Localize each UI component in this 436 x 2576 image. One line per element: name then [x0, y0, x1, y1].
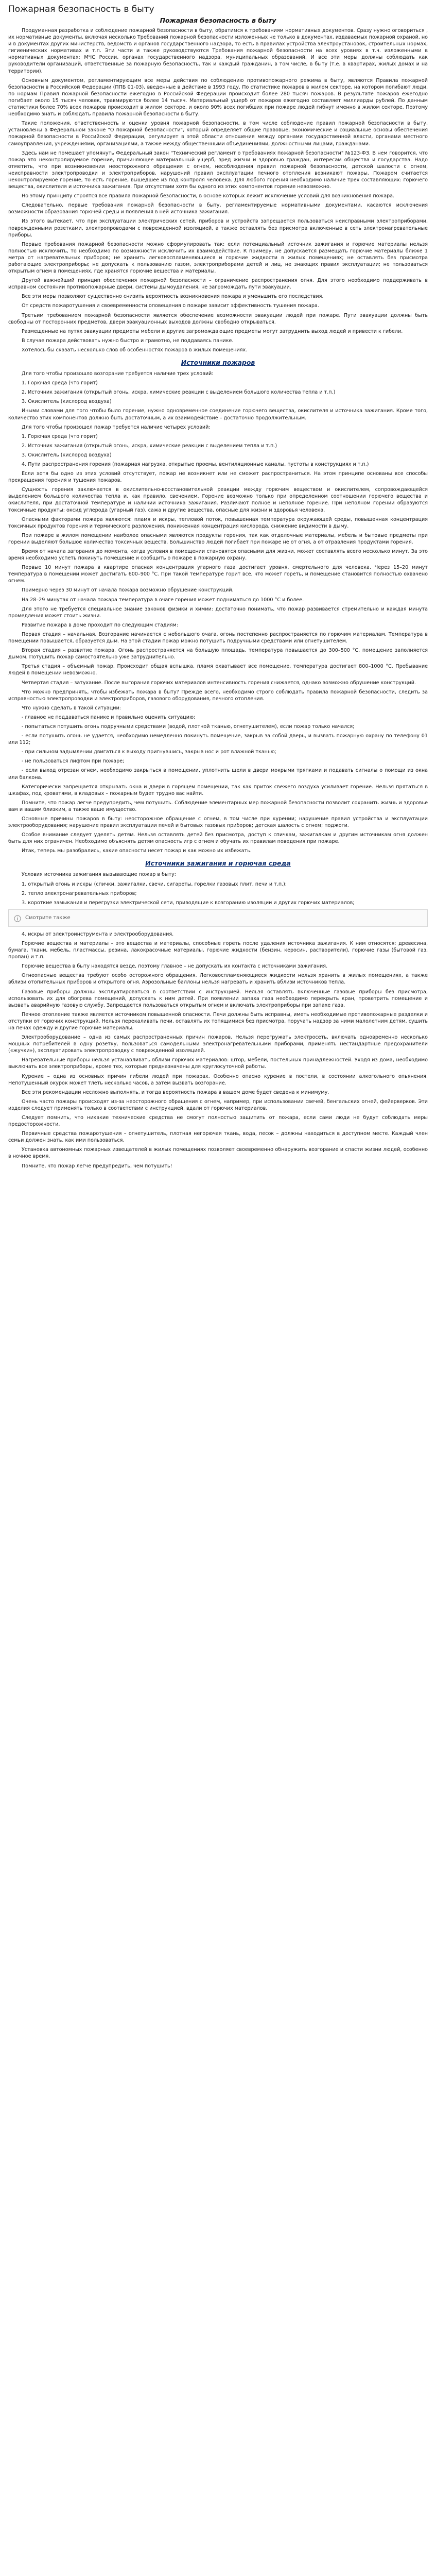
paragraph: Первые требования пожарной безопасности можно сформулировать так: если потенциальный источник зажигания и горючие материалы нельзя полностью исключить, то необходимо по возможности исключить их взаимодействие. К примеру, не допускается размещать горючие материалы ближе 1 метра от нагревательных приборов; не хранить легковоспламеняющиеся и горючие жидкости в жилых помещениях; не оставлять без присмотра работающие электроприборы; не допускать к пользованию газом, электроприборами детей и лиц, не знающих правил эксплуатации; не пользоваться открытым огнем в помещениях, где хранятся горючие вещества и материалы.: [8, 241, 428, 275]
list-item: 3. Окислитель (кислород воздуха): [22, 399, 112, 405]
section-4: [8, 931, 428, 1170]
ad-banner[interactable]: [8, 909, 428, 927]
list-item: 4. Пути распространения горения (пожарная нагрузка, открытые проемы, вентиляционные каналы, пустоты в конструкциях и т.п.): [22, 461, 369, 467]
list-item: - если потушить огонь не удается, необходимо немедленно покинуть помещение, закрыв за собой дверь, и вызвать пожарную охрану по телефону 01 или 112;: [8, 733, 428, 746]
list-item: 2. Источник зажигания (открытый огонь, искра, химические реакции с выделением тепла и т.п.): [22, 443, 277, 449]
paragraph: Основным документом, регламентирующим все меры действия по соблюдению противопожарного режима в быту, являются Правила пожарной безопасности в Российской Федерации (ППБ 01-03), введенные в действие в 1993 году. По статистике пожаров в жилом секторе, на котором погибают люди, по нормам Правил пожарной безопасности ежегодно в Российской Федерации происходит более 280 тысяч пожаров. В результате пожаров ежегодно погибает около 15 тысяч человек, травмируются более 14 тысяч. Материальный ущерб от пожаров ежегодно составляет миллиарды рублей. По данным статистики более 70% всех пожаров происходит в жилом секторе, и около 90% всех погибших при пожаре людей гибнут именно в жилом секторе. Поэтому необходимо знать и соблюдать правила пожарной безопасности в быту.: [8, 77, 428, 117]
page-title: Пожарная безопасность в быту: [8, 4, 154, 14]
paragraph: Третьим требованием пожарной безопасности является обеспечение возможности эвакуации людей при пожаре. Пути эвакуации должны быть свободны от посторонних предметов, двери эвакуационных выходов должны свободно открываться.: [8, 312, 428, 325]
paragraph: Продуманная разработка и соблюдение пожарной безопасности в быту, обратимся к требованиям нормативных документов. Сразу нужно оговориться , их нормативные документы, включая несколько Требований пожарной безопасности изложенных не только в документах, издаваемых пожарной охраной, но и в документах других министерств, ведомств и органов государственного надзора, то есть в правилах устройства электроустановок, строительных нормах, гигиенических нормативах и т.п. Эти части и также руководствуются Требования пожарной безопасности на всех уровнях в т.ч. изложенными в нормативных документах: МЧС России, органах государственного надзора, муниципальных образований. И все эти меры должны соблюдать как руководители организаций, ответственные за пожарную безопасность, так и каждый гражданин, в том числе, в быту (т.е. в квартирах, жилых домах и на территории).: [8, 28, 428, 74]
paragraph: Примерно через 30 минут от начала пожара возможно обрушение конструкций.: [22, 587, 234, 594]
paragraph: Следовательно, первые требования пожарной безопасности в быту, регламентируемые нормативными документами, касаются исключения возможности образования горючей среды и появления в ней источника зажигания.: [8, 202, 428, 215]
paragraph: Развитие пожара в доме проходит по следующим стадиям:: [22, 622, 179, 628]
list-item: 3. короткие замыкания и перегрузки электрической сети, приводящие к возгоранию изоляции и других горючих материалов;: [22, 900, 355, 906]
list-item: 4. искры от электроинструмента и электрооборудования.: [22, 931, 174, 937]
paragraph: Помните, что пожар легче предупредить, чем потушить!: [22, 1163, 172, 1169]
paragraph: Для того чтобы произошел пожар требуется наличие четырех условий:: [22, 424, 211, 430]
paragraph: Если хотя бы одно из этих условий отсутствует, пожар не возникнет или не сможет распространиться. На этом принципе основаны все способы прекращения горения и тушения пожаров.: [8, 471, 428, 484]
list-item: - при сильном задымлении двигаться к выходу пригнувшись, закрыв нос и рот влажной тканью;: [22, 749, 276, 755]
paragraph: Горючие вещества в быту находятся везде, поэтому главное – не допускать их контакта с источниками зажигания.: [22, 963, 328, 970]
paragraph: Нагревательные приборы нельзя устанавливать вблизи горючих материалов: штор, мебели, постельных принадлежностей. Уходя из дома, необходимо выключать все электроприборы, кроме тех, которые предназначены для круглосуточной работы.: [8, 1057, 428, 1070]
section-3: [8, 871, 428, 906]
paragraph: Хотелось бы сказать несколько слов об особенностях пожаров в жилых помещениях.: [22, 347, 248, 353]
paragraph: От средств пожаротушения и своевременности оповещения о пожаре зависит эффективность тушения пожара.: [22, 303, 319, 309]
list-item: 2. Источник зажигания (открытый огонь, искра, химические реакции с выделением большого количества тепла и т.п.): [22, 389, 336, 396]
paragraph: Первичные средства пожаротушения – огнетушитель, плотная негорючая ткань, вода, песок – должны находиться в доступном месте. Каждый член семьи должен знать, как ими пользоваться.: [8, 1131, 428, 1144]
info-icon: [14, 914, 21, 922]
paragraph: Здесь нам не помешает упомянуть Федеральный закон "Технический регламент о требованиях пожарной безопасности" №123-ФЗ. В нем говорится, что пожар это неконтролируемое горение, причиняющее материальный ущерб, вред жизни и здоровью граждан, интересам общества и государства. Надо отметить, что при возникновении неосторожного обращения с огнем, несоблюдения правил пожарной безопасности, детской шалости с огнем, неисправности электропроводки и электроприборов, нарушений правил эксплуатации печного отопления возникают пожары. Пожаром считается неконтролируемое горение, то есть горение, вышедшее из под контроля человека. Для любого горения необходимо наличие трех составляющих: горючего вещества, окислителя и источника зажигания. При отсутствии хотя бы одного из этих компонентов горение невозможно.: [8, 150, 428, 190]
paragraph: Печное отопление также является источником повышенной опасности. Печи должны быть исправны, иметь необходимые противопожарные разделки и отступки от горючих конструкций. Нельзя перекаливать печи, оставлять их топящимися без присмотра, поручать надзор за ними малолетним детям, сушить на печах одежду и другие горючие материалы.: [8, 1011, 428, 1031]
section-2: [8, 370, 428, 854]
ad-label: Смотрите также: [25, 915, 71, 921]
list-item: 1. открытый огонь и искры (спички, зажигалки, свечи, сигареты, горелки газовых плит, печи и т.п.);: [22, 881, 287, 887]
paragraph: Газовые приборы должны эксплуатироваться в соответствии с инструкцией. Нельзя оставлять включенные газовые приборы без присмотра, использовать их для обогрева помещений, допускать к ним детей. При появлении запаха газа необходимо перекрыть кран, проветрить помещение и вызвать аварийную газовую службу. Запрещается пользоваться открытым огнем и включать электроприборы при запахе газа.: [8, 989, 428, 1008]
paragraph: Электрооборудование – одна из самых распространенных причин пожаров. Нельзя перегружать электросеть, включать одновременно несколько мощных потребителей в одну розетку, пользоваться самодельными электронагревательными приборами, применять нестандартные предохранители («жучки»), эксплуатировать электропроводку с поврежденной изоляцией.: [8, 1035, 428, 1054]
paragraph: Первые 10 минут пожара в квартире опасная концентрация угарного газа достигает уровня, смертельного для человека. Через 15–20 минут температура в помещении может достигать 600–900 °С. При такой температуре горит все, что может гореть, и помещение становится полностью охвачено огнем.: [8, 565, 428, 584]
paragraph: Курение – одна из основных причин гибели людей при пожарах. Особенно опасно курение в постели, в состоянии алкогольного опьянения. Непотушенный окурок может тлеть несколько часов, а затем вызвать возгорание.: [8, 1073, 428, 1086]
paragraph: Особое внимание следует уделять детям. Нельзя оставлять детей без присмотра, доступ к спичкам, зажигалкам и другим источникам огня должен быть для них ограничен. Необходимо объяснять детям опасность игр с огнем и обучать их правилам поведения при пожаре.: [8, 832, 428, 845]
list-item: 1. Горючая среда (что горит): [22, 433, 98, 439]
list-item: - попытаться потушить огонь подручными средствами (водой, плотной тканью, огнетушителем), если пожар только начался;: [22, 723, 355, 730]
paragraph: На 28–29 минутах от начала пожара температура в очаге горения может подниматься до 1000 °С и более.: [22, 597, 304, 603]
article: [0, 0, 436, 1182]
paragraph: Что можно предпринять, чтобы избежать пожара в быту? Прежде всего, необходимо строго соблюдать правила пожарной безопасности, следить за исправностью электропроводки и электроприборов, газового оборудования, печного отопления.: [8, 689, 428, 702]
paragraph: Для того чтобы произошло возгорание требуется наличие трех условий:: [22, 371, 214, 377]
paragraph: Но этому принципу строятся все правила пожарной безопасности, в основе которых лежит исключение условий для возникновения пожара.: [22, 193, 395, 199]
paragraph: Установка автономных пожарных извещателей в жилых помещениях позволяет своевременно обнаружить возгорание и спасти жизни людей, особенно в ночное время.: [8, 1147, 428, 1160]
paragraph: Категорически запрещается открывать окна и двери в горящем помещении, так как приток свежего воздуха усиливает горение. Нельзя прятаться в шкафах, под кроватями, в кладовых – пожарным будет трудно вас найти.: [8, 784, 428, 796]
list-item: - не пользоваться лифтом при пожаре;: [22, 758, 125, 765]
section-1: [8, 27, 428, 353]
paragraph: Другой важнейший принцип обеспечения пожарной безопасности – ограничение распространения огня. Для этого необходимо поддерживать в исправном состоянии противопожарные двери, системы дымоудаления, не загромождать пути эвакуации.: [8, 278, 428, 291]
paragraph: Что нужно сделать в такой ситуации:: [22, 705, 121, 711]
article-subtitle: Пожарная безопасность в быту: [160, 16, 276, 24]
paragraph: Четвертая стадия – затухание. После выгорания горючих материалов интенсивность горения снижается, однако возможно обрушение конструкций.: [22, 680, 416, 686]
paragraph: Сущность горения заключается в окислительно-восстановительной реакции между горючим веществом и окислителем, сопровождающейся выделением большого количества тепла и, как правило, свечением. Горение возможно только при определенном соотношении горючего вещества и окислителя, при достаточной температуре и наличии источника зажигания. Различают полное и неполное горение. При неполном горении образуются токсичные продукты: оксид углерода (угарный газ), сажа и другие вещества, опасные для жизни и здоровья человека.: [8, 487, 428, 513]
paragraph: Такие положения, ответственность и оценки уровня пожарной безопасности, в том числе соблюдение правил пожарной безопасности в быту, установлены в Федеральном законе "О пожарной безопасности", который определяет общие правовые, экономические и социальные основы обеспечения пожарной безопасности в Российской Федерации, регулирует в этой области отношения между органами государственной власти, органами местного самоуправления, учреждениями, организациями, а также между общественными объединениями, должностными лицами, гражданами.: [8, 121, 428, 147]
paragraph: Горючие вещества и материалы – это вещества и материалы, способные гореть после удаления источника зажигания. К ним относятся: древесина, бумага, ткани, мебель, пластмассы, резина, лакокрасочные материалы, горючие жидкости (бензин, керосин, растворители), горючие газы (бытовой газ, пропан) и т.п.: [8, 940, 428, 960]
paragraph: Основные причины пожаров в быту: неосторожное обращение с огнем, в том числе при курении; нарушение правил устройства и эксплуатации электрооборудования; нарушение правил эксплуатации печей и бытовых газовых приборов; детская шалость с огнем; поджоги.: [8, 816, 428, 829]
paragraph: Размещенные на путях эвакуации предметы мебели и другие загромождающие предметы могут затруднить выход людей и привести к гибели.: [22, 328, 403, 334]
list-item: 1. Горючая среда (что горит): [22, 380, 98, 386]
paragraph: При пожаре в жилом помещении наиболее опасными являются продукты горения, так как отделочные материалы, мебель и бытовые предметы при горении выделяют большое количество токсичных веществ. Большинство людей погибает при пожаре не от огня, а от отравления продуктами горения.: [8, 532, 428, 545]
paragraph: Опасными факторами пожара являются: пламя и искры, тепловой поток, повышенная температура окружающей среды, повышенная концентрация токсичных продуктов горения и термического разложения, пониженная концентрация кислорода, снижение видимости в дыму.: [8, 516, 428, 529]
paragraph: Помните, что пожар легче предупредить, чем потушить. Соблюдение элементарных мер пожарной безопасности позволит сохранить жизнь и здоровье вам и вашим близким, а также ваше имущество.: [8, 800, 428, 812]
list-item: - главное не поддаваться панике и правильно оценить ситуацию;: [22, 714, 196, 720]
paragraph: Из этого вытекает, что при эксплуатации электрических сетей, приборов и устройств запрещается пользоваться неисправными электроприборами, поврежденными розетками, электропроводами с поврежденной изоляцией, а также оставлять без присмотра включенные в сеть электронагревательные приборы.: [8, 218, 428, 238]
section-heading-ignition: Источники зажигания и горючая среда: [145, 859, 291, 868]
list-item: - если выход отрезан огнем, необходимо закрыться в помещении, уплотнить щели в двери мокрыми тряпками и подавать сигналы о помощи из окна или балкона.: [8, 768, 428, 781]
paragraph: Первая стадия – начальная. Возгорание начинается с небольшого очага, огонь постепенно распространяется по горючим материалам. Температура в помещении повышается, образуется дым. На этой стадии пожар можно потушить подручными средствами или огнетушителем.: [8, 631, 428, 645]
paragraph: Для этого не требуется специальное знание законов физики и химии: достаточно понимать, что пожар развивается стремительно и каждая минута промедления может стоить жизни.: [8, 606, 428, 619]
paragraph: Вторая стадия – развитие пожара. Огонь распространяется на большую площадь, температура повышается до 300–500 °С, помещение заполняется дымом. Потушить пожар самостоятельно уже затруднительно.: [8, 648, 428, 660]
list-item: 3. Окислитель (кислород воздуха): [22, 452, 112, 458]
paragraph: Все эти меры позволяют существенно снизить вероятность возникновения пожара и уменьшить его последствия.: [22, 294, 324, 300]
paragraph: Следует помнить, что никакие технические средства не смогут полностью защитить от пожара, если сами люди не будут соблюдать меры предосторожности.: [8, 1115, 428, 1128]
paragraph: Время от начала загорания до момента, когда условия в помещении становятся опасными для жизни, может составлять всего несколько минут. За это время необходимо успеть покинуть помещение и сообщить о пожаре в пожарную охрану.: [8, 549, 428, 562]
paragraph: Итак, теперь мы разобрались, какие опасности несет пожар и как можно их избежать.: [22, 848, 252, 854]
list-item: 2. тепло электронагревательных приборов;: [22, 890, 137, 896]
paragraph: Условия источника зажигания вызывающие пожар в быту:: [22, 872, 177, 878]
section-heading-sources: Источники пожаров: [181, 359, 255, 367]
paragraph: В случае пожара действовать нужно быстро и грамотно, не поддаваясь панике.: [22, 337, 234, 344]
paragraph: Третья стадия – объемный пожар. Происходит общая вспышка, пламя охватывает все помещение, температура достигает 800–1000 °С. Пребывание людей в помещении невозможно.: [8, 664, 428, 676]
paragraph: Все эти рекомендации несложно выполнять, и тогда вероятность пожара в вашем доме будет сведена к минимуму.: [22, 1089, 329, 1095]
paragraph: Иными словами для того чтобы было горение, нужно одновременное соединение горючего вещества, окислителя и источника зажигания. Кроме того, количество этих компонентов должно быть достаточным, а их взаимодействие – достаточно продолжительным.: [8, 408, 428, 421]
paragraph: Очень часто пожары происходят из-за неосторожного обращения с огнем, например, при использовании свечей, бенгальских огней, фейерверков. Эти изделия следует применять только в соответствии с инструкцией, вдали от горючих материалов.: [8, 1098, 428, 1111]
paragraph: Огнеопасные вещества требуют особо осторожного обращения. Легковоспламеняющиеся жидкости нельзя хранить в жилых помещениях, а также вблизи отопительных приборов и открытого огня. Аэрозольные баллоны нельзя нагревать и хранить вблизи источников тепла.: [8, 973, 428, 986]
